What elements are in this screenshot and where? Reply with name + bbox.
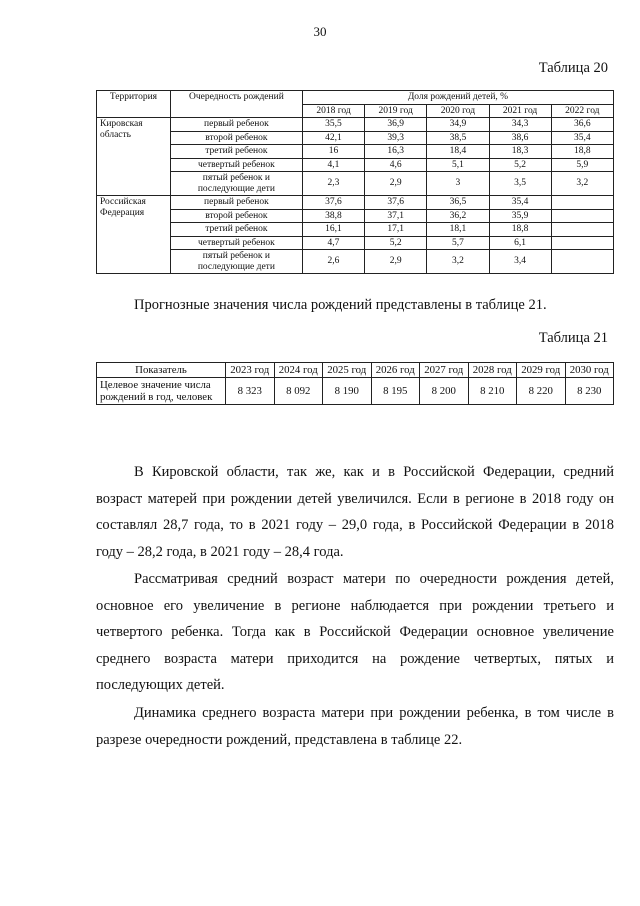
order-cell: второй ребенок: [170, 209, 302, 223]
table-cell: 2,9: [365, 250, 427, 274]
intro-text: Прогнозные значения числа рождений представлены в таблице 21.: [134, 297, 547, 313]
table-cell: 39,3: [365, 131, 427, 145]
order-cell: первый ребенок: [170, 118, 302, 132]
order-cell: третий ребенок: [170, 145, 302, 159]
table-cell: 6,1: [489, 236, 551, 250]
table-cell: 18,4: [427, 145, 489, 159]
table-cell: 8 230: [565, 378, 614, 405]
header-year: 2023 год: [226, 363, 275, 378]
table-cell: 16,1: [302, 223, 364, 237]
table-cell: 3,2: [427, 250, 489, 274]
table-cell: 38,8: [302, 209, 364, 223]
table-cell: 16: [302, 145, 364, 159]
table-cell: 3: [427, 172, 489, 196]
table-cell: 17,1: [365, 223, 427, 237]
table-cell: 18,8: [489, 223, 551, 237]
header-year: 2020 год: [427, 104, 489, 118]
table-cell: 37,6: [302, 196, 364, 210]
table-cell: 8 210: [468, 378, 517, 405]
table-cell: 36,5: [427, 196, 489, 210]
table-cell: 2,9: [365, 172, 427, 196]
header-year: 2024 год: [274, 363, 323, 378]
table-21-caption: Таблица 21: [538, 330, 608, 346]
order-cell: четвертый ребенок: [170, 158, 302, 172]
table-cell: 3,5: [489, 172, 551, 196]
order-cell: второй ребенок: [170, 131, 302, 145]
header-territory: Территория: [97, 91, 171, 118]
table-cell: [551, 223, 613, 237]
table-cell: 8 190: [323, 378, 372, 405]
table-cell: 35,4: [489, 196, 551, 210]
table-cell: 37,6: [365, 196, 427, 210]
table-21: [96, 362, 614, 405]
header-year: 2021 год: [489, 104, 551, 118]
header-year: 2027 год: [420, 363, 469, 378]
header-year: 2029 год: [517, 363, 566, 378]
header-year: 2026 год: [371, 363, 420, 378]
table-cell: 5,2: [365, 236, 427, 250]
table-cell: 5,2: [489, 158, 551, 172]
table-cell: 16,3: [365, 145, 427, 159]
table-cell: 37,1: [365, 209, 427, 223]
paragraph: В Кировской области, так же, как и в Российской Федерации, средний возраст матерей при рождении детей увеличился. Если в регионе в 2018 году он составлял 28,7 года, то в 2021 году – 29,0 года, в Российской Федерации в 2018 году – 28,2 года, в 2021 году – 28,4 года.: [96, 464, 614, 560]
order-cell: первый ребенок: [170, 196, 302, 210]
order-cell: третий ребенок: [170, 223, 302, 237]
table-cell: 8 092: [274, 378, 323, 405]
table-cell: 5,9: [551, 158, 613, 172]
order-cell: пятый ребенок и последующие дети: [170, 250, 302, 274]
order-cell: пятый ребенок и последующие дети: [170, 172, 302, 196]
table-row: [97, 223, 614, 237]
table-cell: 38,6: [489, 131, 551, 145]
table-row: [97, 250, 614, 274]
table-cell: 34,9: [427, 118, 489, 132]
header-year: 2019 год: [365, 104, 427, 118]
table-20-caption: Таблица 20: [538, 60, 608, 76]
header-indicator: Показатель: [97, 363, 226, 378]
territory-cell: Российская Федерация: [97, 196, 171, 274]
table-row: [97, 145, 614, 159]
table-row: [97, 158, 614, 172]
table-cell: 4,1: [302, 158, 364, 172]
table-cell: 8 200: [420, 378, 469, 405]
table-cell: [551, 209, 613, 223]
table-cell: [551, 250, 613, 274]
table-cell: 8 220: [517, 378, 566, 405]
table-row: [97, 172, 614, 196]
table-row: [97, 118, 614, 132]
table-cell: 2,6: [302, 250, 364, 274]
table-row: [97, 196, 614, 210]
table-cell: [551, 236, 613, 250]
header-year: 2025 год: [323, 363, 372, 378]
header-year: 2022 год: [551, 104, 613, 118]
table-cell: 5,7: [427, 236, 489, 250]
table-row: [97, 131, 614, 145]
territory-cell: Кировская область: [97, 118, 171, 196]
table-20: [96, 90, 614, 274]
paragraph: Рассматривая средний возраст матери по очередности рождения детей, основное его увеличение в регионе наблюдается при рождении третьего и четвертого ребенка. Тогда как в Российской Федерации основное увеличение среднего возраста матери приходится на рождение четвертых, пятых и последующих детей.: [96, 571, 614, 693]
table-cell: 38,5: [427, 131, 489, 145]
table-cell: 4,7: [302, 236, 364, 250]
header-share: Доля рождений детей, %: [302, 91, 613, 105]
paragraph: Динамика среднего возраста матери при рождении ребенка, в том числе в разрезе очередности рождений, представлена в таблице 22.: [96, 705, 614, 748]
table-cell: 8 323: [226, 378, 275, 405]
page-number: 30: [313, 24, 327, 39]
table-cell: 3,2: [551, 172, 613, 196]
table-cell: 2,3: [302, 172, 364, 196]
table-cell: 18,3: [489, 145, 551, 159]
table-cell: 3,4: [489, 250, 551, 274]
table-cell: 4,6: [365, 158, 427, 172]
table-cell: 36,9: [365, 118, 427, 132]
header-year: 2030 год: [565, 363, 614, 378]
table-cell: 34,3: [489, 118, 551, 132]
header-order: Очередность рождений: [170, 91, 302, 118]
table-cell: 36,6: [551, 118, 613, 132]
order-cell: четвертый ребенок: [170, 236, 302, 250]
header-year: 2028 год: [468, 363, 517, 378]
table-cell: 35,4: [551, 131, 613, 145]
table-cell: 35,5: [302, 118, 364, 132]
table-row: [97, 209, 614, 223]
table-cell: [551, 196, 613, 210]
table-cell: 18,8: [551, 145, 613, 159]
table-cell: 5,1: [427, 158, 489, 172]
row-label: Целевое значение числа рождений в год, человек: [97, 378, 226, 405]
table-row: [97, 236, 614, 250]
table-cell: 18,1: [427, 223, 489, 237]
table-cell: 35,9: [489, 209, 551, 223]
table-cell: 8 195: [371, 378, 420, 405]
table-cell: 42,1: [302, 131, 364, 145]
table-cell: 36,2: [427, 209, 489, 223]
header-year: 2018 год: [302, 104, 364, 118]
